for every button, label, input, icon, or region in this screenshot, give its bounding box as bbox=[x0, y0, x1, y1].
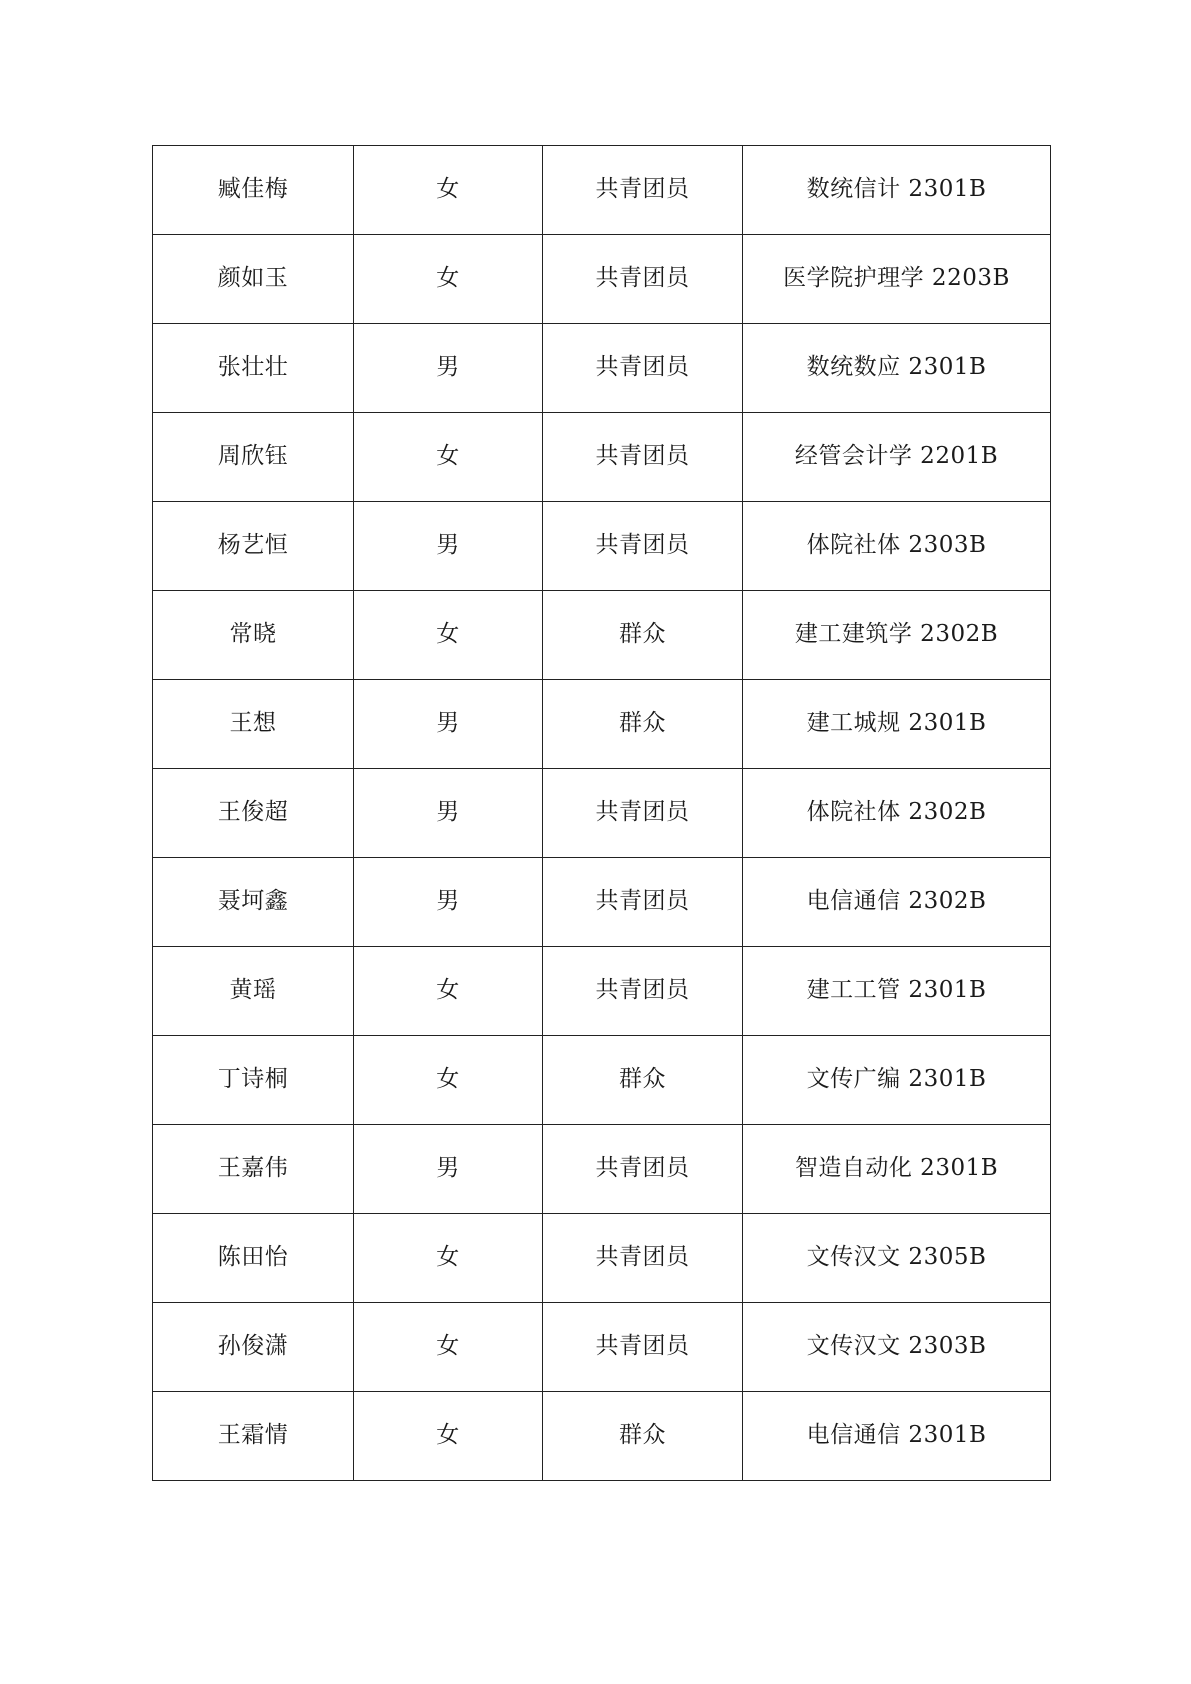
political-status-cell: 共青团员 bbox=[543, 858, 743, 947]
table-row bbox=[153, 502, 1051, 591]
class-cell: 医学院护理学 2203B bbox=[743, 235, 1051, 324]
political-status-cell: 共青团员 bbox=[543, 769, 743, 858]
political-status-cell: 群众 bbox=[543, 680, 743, 769]
table-row bbox=[153, 1125, 1051, 1214]
name-cell: 王霜情 bbox=[153, 1392, 354, 1481]
class-cell: 文传汉文 2303B bbox=[743, 1303, 1051, 1392]
class-cell: 数统信计 2301B bbox=[743, 146, 1051, 235]
class-cell: 数统数应 2301B bbox=[743, 324, 1051, 413]
table-row bbox=[153, 1392, 1051, 1481]
gender-cell: 女 bbox=[354, 413, 543, 502]
roster-body bbox=[153, 146, 1051, 1481]
gender-cell: 女 bbox=[354, 947, 543, 1036]
table-row bbox=[153, 1036, 1051, 1125]
table-row bbox=[153, 947, 1051, 1036]
political-status-cell: 共青团员 bbox=[543, 324, 743, 413]
name-cell: 孙俊潇 bbox=[153, 1303, 354, 1392]
name-cell: 聂坷鑫 bbox=[153, 858, 354, 947]
class-cell: 电信通信 2301B bbox=[743, 1392, 1051, 1481]
political-status-cell: 共青团员 bbox=[543, 1214, 743, 1303]
table-row bbox=[153, 235, 1051, 324]
gender-cell: 男 bbox=[354, 769, 543, 858]
gender-cell: 女 bbox=[354, 1392, 543, 1481]
name-cell: 陈田怡 bbox=[153, 1214, 354, 1303]
class-cell: 建工工管 2301B bbox=[743, 947, 1051, 1036]
name-cell: 王俊超 bbox=[153, 769, 354, 858]
political-status-cell: 群众 bbox=[543, 1036, 743, 1125]
table-row bbox=[153, 146, 1051, 235]
table-row bbox=[153, 591, 1051, 680]
class-cell: 体院社体 2302B bbox=[743, 769, 1051, 858]
gender-cell: 男 bbox=[354, 502, 543, 591]
name-cell: 常晓 bbox=[153, 591, 354, 680]
class-cell: 体院社体 2303B bbox=[743, 502, 1051, 591]
gender-cell: 男 bbox=[354, 1125, 543, 1214]
name-cell: 周欣钰 bbox=[153, 413, 354, 502]
class-cell: 文传汉文 2305B bbox=[743, 1214, 1051, 1303]
gender-cell: 男 bbox=[354, 858, 543, 947]
class-cell: 建工城规 2301B bbox=[743, 680, 1051, 769]
table-row bbox=[153, 769, 1051, 858]
class-cell: 文传广编 2301B bbox=[743, 1036, 1051, 1125]
table-row bbox=[153, 858, 1051, 947]
political-status-cell: 群众 bbox=[543, 591, 743, 680]
class-cell: 电信通信 2302B bbox=[743, 858, 1051, 947]
name-cell: 王嘉伟 bbox=[153, 1125, 354, 1214]
name-cell: 丁诗桐 bbox=[153, 1036, 354, 1125]
table-row bbox=[153, 1303, 1051, 1392]
table-row bbox=[153, 413, 1051, 502]
gender-cell: 男 bbox=[354, 324, 543, 413]
political-status-cell: 共青团员 bbox=[543, 1125, 743, 1214]
name-cell: 臧佳梅 bbox=[153, 146, 354, 235]
class-cell: 建工建筑学 2302B bbox=[743, 591, 1051, 680]
gender-cell: 女 bbox=[354, 591, 543, 680]
political-status-cell: 共青团员 bbox=[543, 146, 743, 235]
name-cell: 黄瑶 bbox=[153, 947, 354, 1036]
gender-cell: 女 bbox=[354, 1303, 543, 1392]
table-row bbox=[153, 680, 1051, 769]
political-status-cell: 共青团员 bbox=[543, 413, 743, 502]
gender-cell: 女 bbox=[354, 235, 543, 324]
student-roster-table bbox=[152, 145, 1051, 1481]
name-cell: 颜如玉 bbox=[153, 235, 354, 324]
table-row bbox=[153, 1214, 1051, 1303]
name-cell: 张壮壮 bbox=[153, 324, 354, 413]
table-row bbox=[153, 324, 1051, 413]
political-status-cell: 群众 bbox=[543, 1392, 743, 1481]
gender-cell: 女 bbox=[354, 1214, 543, 1303]
political-status-cell: 共青团员 bbox=[543, 947, 743, 1036]
gender-cell: 女 bbox=[354, 146, 543, 235]
political-status-cell: 共青团员 bbox=[543, 502, 743, 591]
class-cell: 智造自动化 2301B bbox=[743, 1125, 1051, 1214]
political-status-cell: 共青团员 bbox=[543, 1303, 743, 1392]
name-cell: 杨艺恒 bbox=[153, 502, 354, 591]
gender-cell: 女 bbox=[354, 1036, 543, 1125]
name-cell: 王想 bbox=[153, 680, 354, 769]
class-cell: 经管会计学 2201B bbox=[743, 413, 1051, 502]
political-status-cell: 共青团员 bbox=[543, 235, 743, 324]
gender-cell: 男 bbox=[354, 680, 543, 769]
